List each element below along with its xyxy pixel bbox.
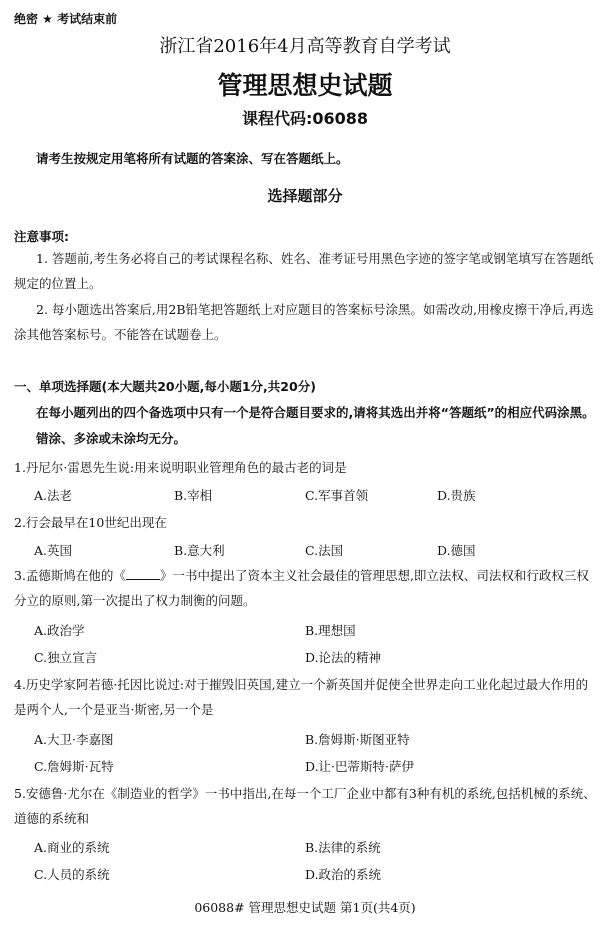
option-b: B.宰相 bbox=[174, 488, 213, 503]
option-c: C.军事首领 bbox=[305, 488, 369, 503]
option-b: B.意大利 bbox=[174, 543, 225, 558]
option-a: A.英国 bbox=[34, 543, 73, 558]
question-stem: 2.行会最早在10世纪出现在 bbox=[14, 515, 167, 530]
notes-title: 注意事项: bbox=[14, 229, 69, 244]
page-footer: 06088# 管理思想史试题 第1页(共4页) bbox=[194, 900, 416, 915]
option-b: B.詹姆斯·斯图亚特 bbox=[305, 732, 410, 747]
option-c: C.法国 bbox=[305, 543, 344, 558]
section-description: 在每小题列出的四个备选项中只有一个是符合题目要求的,请将其选出并将“答题纸”的相应代码涂黑。错涂、多涂或未涂均无分。 bbox=[36, 405, 595, 446]
option-a: A.法老 bbox=[34, 488, 73, 503]
exam-name: 浙江省2016年4月高等教育自学考试 bbox=[159, 36, 451, 57]
part-title: 选择题部分 bbox=[267, 187, 343, 205]
option-d: D.贵族 bbox=[437, 488, 476, 503]
question-stem-part-2: 》一书中提出了资本主义社会最佳的管理思想,即立法权、司法权和行政权三权分立的原则,第一次提出了权力制衡的问题。 bbox=[14, 568, 589, 608]
section-title: 一、单项选择题(本大题共20小题,每小题1分,共20分) bbox=[14, 379, 316, 394]
option-b: B.理想国 bbox=[305, 623, 356, 638]
question-stem: 5.安德鲁·尤尔在《制造业的哲学》一书中指出,在每一个工厂企业中都有3种有机的系统,包括机械的系统、道德的系统和 bbox=[14, 786, 596, 826]
question-stem-part-1: 3.孟德斯鸠在他的《 bbox=[14, 568, 126, 583]
option-d: D.德国 bbox=[437, 543, 476, 558]
subject-title: 管理思想史试题 bbox=[217, 71, 393, 100]
course-code: 课程代码:06088 bbox=[241, 109, 369, 128]
option-a: A.政治学 bbox=[34, 623, 85, 638]
answer-blank bbox=[126, 567, 160, 580]
answer-instruction: 请考生按规定用笔将所有试题的答案涂、写在答题纸上。 bbox=[36, 151, 349, 166]
option-b: B.法律的系统 bbox=[305, 840, 381, 855]
option-d: D.让·巴蒂斯特·萨伊 bbox=[305, 759, 414, 774]
question-stem: 1.丹尼尔·雷恩先生说:用来说明职业管理角色的最古老的词是 bbox=[14, 460, 347, 475]
option-c: C.詹姆斯·瓦特 bbox=[34, 759, 114, 774]
option-c: C.独立宣言 bbox=[34, 650, 98, 665]
option-d: D.论法的精神 bbox=[305, 650, 382, 665]
confidential-label: 绝密 ★ 考试结束前 bbox=[14, 12, 118, 26]
note-item-1: 1. 答题前,考生务必将自己的考试课程名称、姓名、准考证号用黑色字迹的签字笔或钢笔填写在答题纸规定的位置上。 bbox=[14, 251, 594, 291]
option-d: D.政治的系统 bbox=[305, 867, 382, 882]
question-stem bbox=[14, 563, 598, 613]
question-stem: 4.历史学家阿若德·托因比说过:对于摧毁旧英国,建立一个新英国并促使全世界走向工业化起过最大作用的是两个人,一个是亚当·斯密,另一个是 bbox=[14, 677, 589, 717]
note-item-2: 2. 每小题选出答案后,用2B铅笔把答题纸上对应题目的答案标号涂黑。如需改动,用橡皮擦干净后,再选涂其他答案标号。不能答在试题卷上。 bbox=[14, 302, 594, 342]
option-c: C.人员的系统 bbox=[34, 867, 110, 882]
option-a: A.大卫·李嘉图 bbox=[34, 732, 114, 747]
option-a: A.商业的系统 bbox=[34, 840, 110, 855]
